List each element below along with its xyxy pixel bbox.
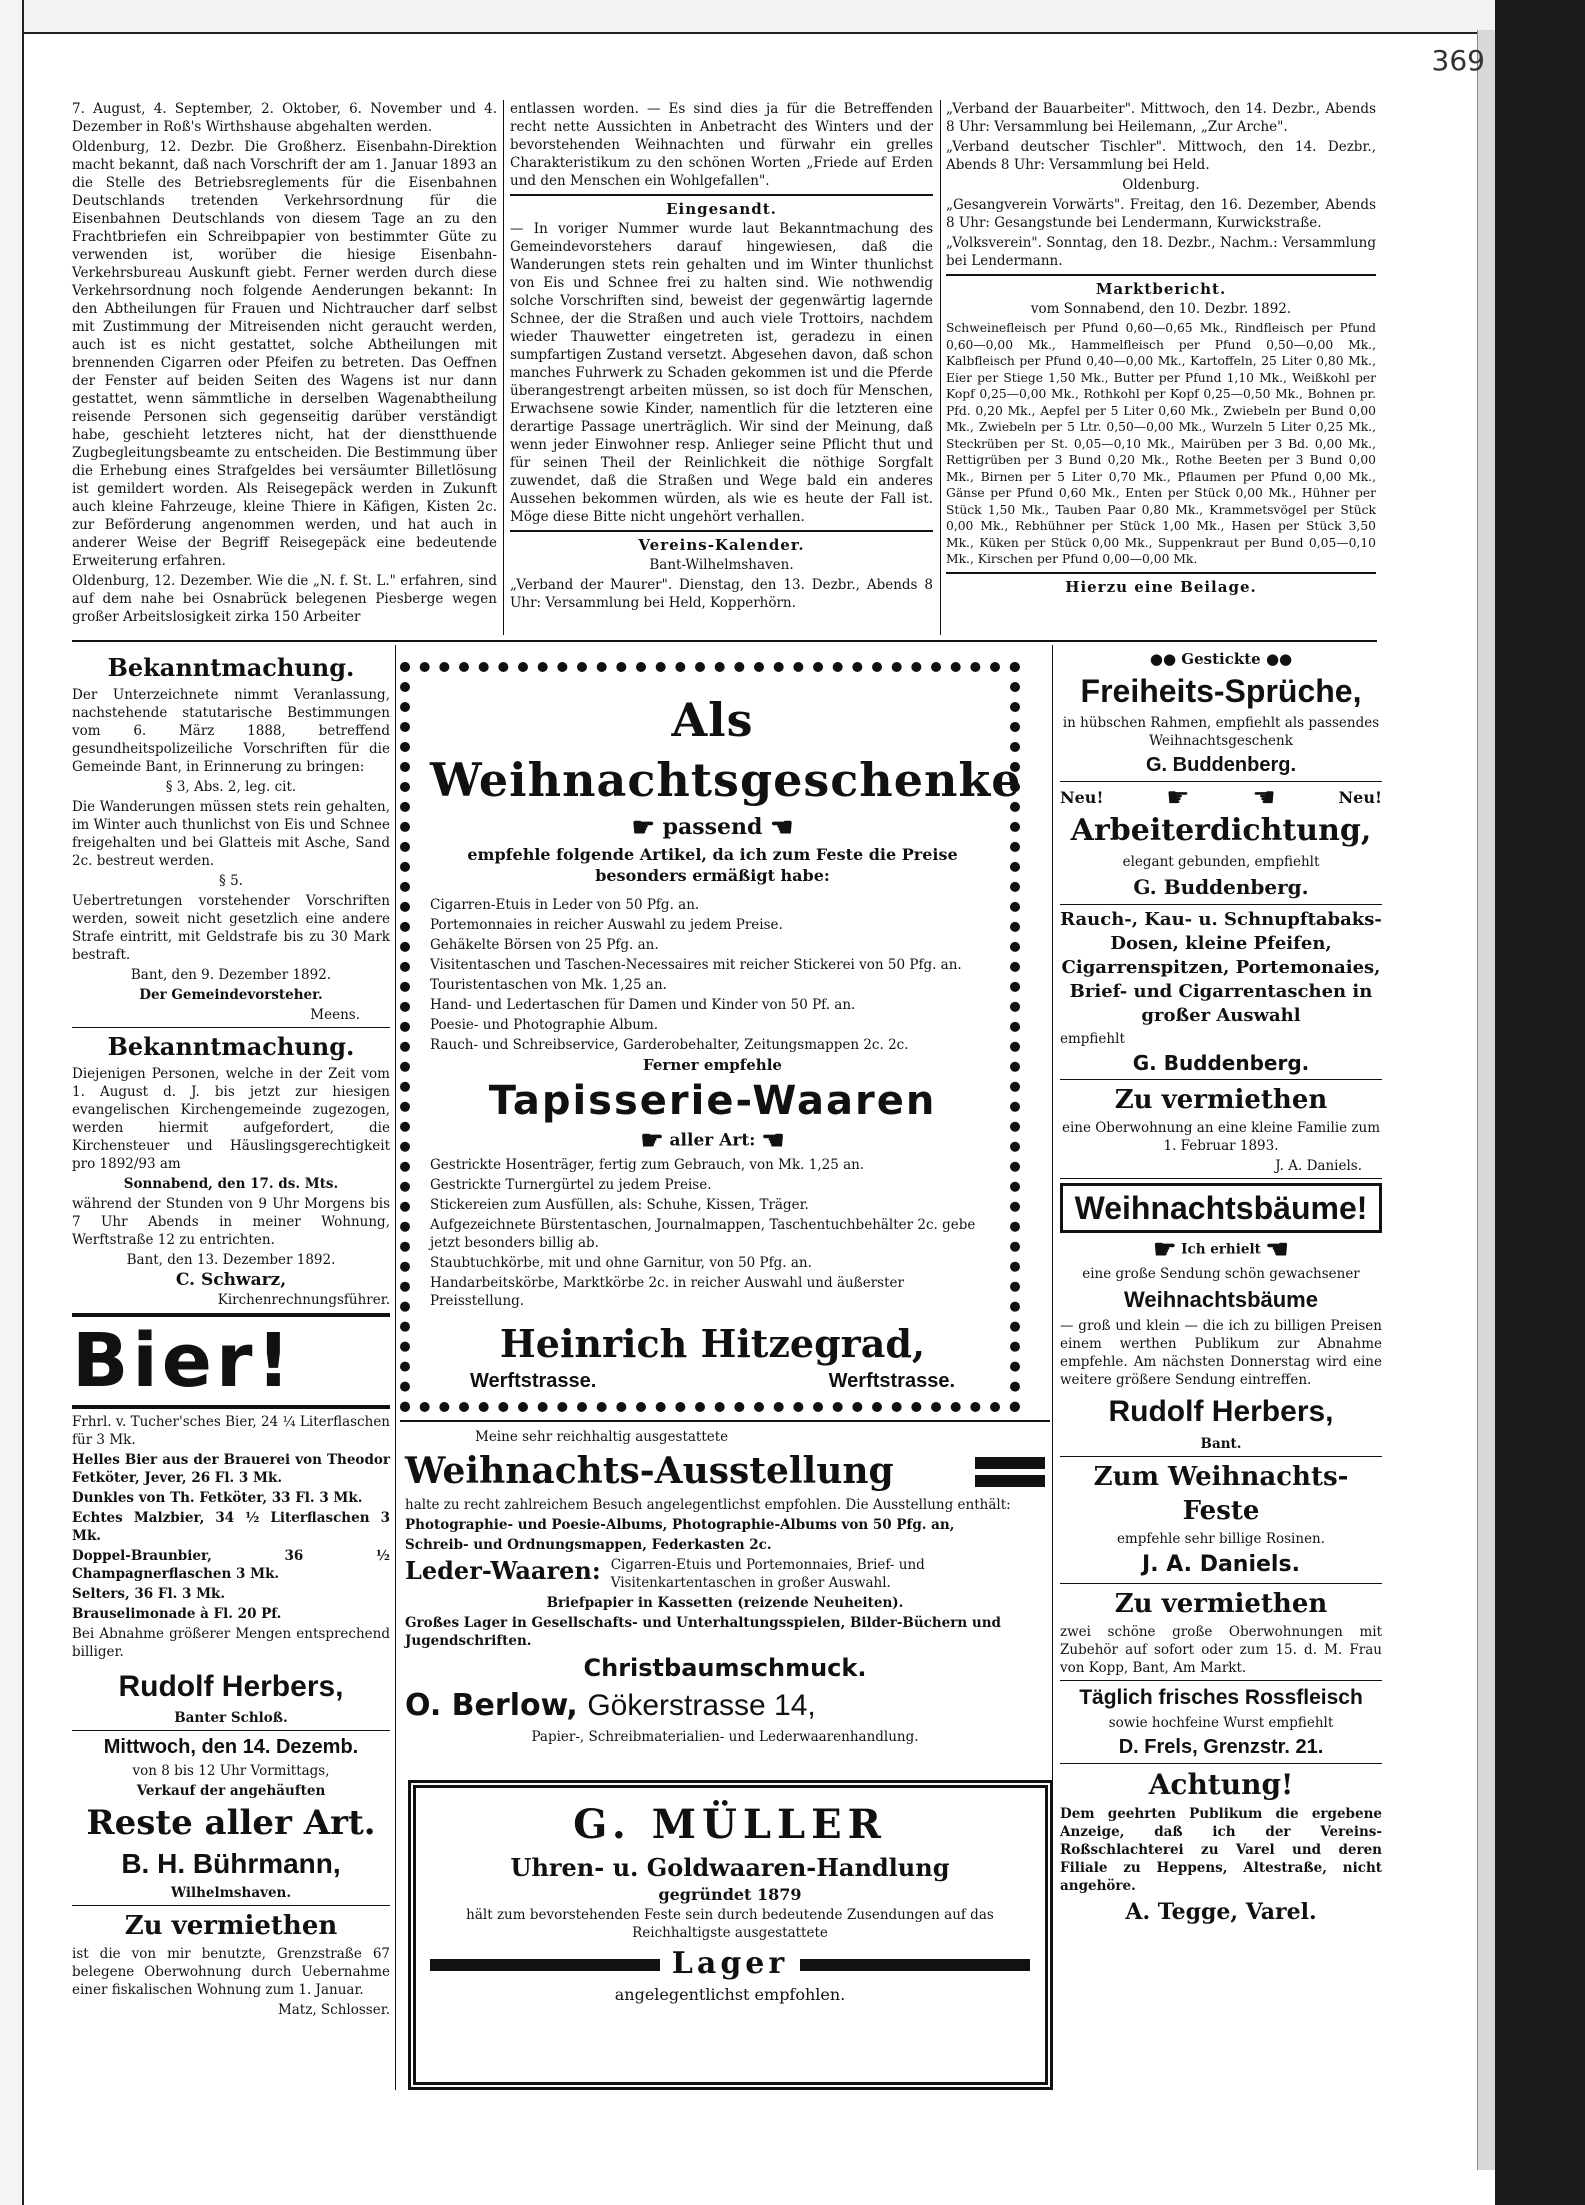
pointing-hand-icon: ☚ <box>761 1126 785 1156</box>
berlow-christ: Christbaumschmuck. <box>583 1654 867 1682</box>
verm-sign: Matz, Schlosser. <box>277 2002 390 2018</box>
scan-right-binding <box>1477 30 1495 2170</box>
bek1-date: Bant, den 9. Dezember 1892. <box>130 967 332 983</box>
verm-title: Zu vermiethen <box>124 1911 338 1941</box>
berlow-bars <box>975 1457 1045 1487</box>
ad-item: Cigarren-Etuis in Leder von 50 Pfg. an. <box>430 897 700 913</box>
acht-text: Dem geehrten Publikum die ergebene Anzeige, daß ich der Vereins-Roßschlachterei zu Varel und deren Filiale zu Heppens, Altestraße, nicht angehöre. <box>1060 1806 1382 1894</box>
weih-erhielt-line <box>1060 1237 1382 1263</box>
bek2-date-bold: Sonnabend, den 17. ds. Mts. <box>123 1176 339 1192</box>
passend-text: passend <box>662 814 763 840</box>
street-right: Werftstrasse. <box>828 1370 955 1392</box>
bek2-role: Kirchenrechnungsführer. <box>217 1292 390 1308</box>
berlow-leder-text: Cigarren-Etuis und Portemonnaies, Brief- und Visitenkartentaschen in großer Auswahl. <box>610 1557 925 1591</box>
berlow-footer: Papier-, Schreibmaterialien- und Lederwaarenhandlung. <box>531 1729 919 1745</box>
weih-big: Weihnachtsbäume <box>1124 1287 1318 1312</box>
eingesandt-title: Eingesandt. <box>666 200 777 218</box>
ad-item: Gestrickte Turnergürtel zu jedem Preise. <box>430 1177 712 1193</box>
ad-item: Rauch- und Schreibservice, Garderobehalter, Zeitungsmappen 2c. 2c. <box>430 1037 909 1053</box>
weih-text1: eine große Sendung schön gewachsener <box>1082 1266 1360 1282</box>
vereins-title: Vereins-Kalender. <box>638 536 805 554</box>
berlow-intro: Meine sehr reichhaltig ausgestattete <box>475 1429 729 1445</box>
ad-separator <box>1060 1178 1382 1179</box>
berlow-lager: Großes Lager in Gesellschafts- und Unterhaltungsspielen, Bilder-Büchern und Jugendschriften. <box>405 1615 1001 1649</box>
ad-item: Visitentaschen und Taschen-Necessaires mit reicher Stickerei von 50 Pfg. an. <box>430 957 962 973</box>
ad-item: Staubtuchkörbe, mit und ohne Garnitur, von 50 Pfg. an. <box>430 1255 812 1271</box>
neu-right: Neu! <box>1338 788 1382 807</box>
ad-separator <box>1060 1079 1382 1080</box>
herbers-place: Banter Schloß. <box>174 1710 288 1726</box>
gestickte-text: Gestickte <box>1181 650 1261 668</box>
gestickte-line <box>1060 650 1382 668</box>
news-para: entlassen worden. — Es sind dies ja für die Betreffenden recht nette Aussichten in Anbetracht des Winters und der bevorstehenden Weihnachten und fürwahr ein grelles Charakteristikum zu den schönen Worten „Friede auf Erden und den Menschen ein Wohlgefallen". <box>510 101 933 189</box>
ad-separator <box>72 1905 390 1906</box>
neu-line <box>1060 785 1382 811</box>
ross-title: Täglich frisches Rossfleisch <box>1079 1686 1363 1709</box>
herbers-name: Rudolf Herbers, <box>118 1670 344 1703</box>
ad-separator <box>72 1313 390 1317</box>
bier-title: Bier! <box>72 1318 295 1404</box>
arbeiter-text: elegant gebunden, empfiehlt <box>1122 854 1320 870</box>
ad-item: Poesie- und Photographie Album. <box>430 1017 659 1033</box>
news-para: „Verband deutscher Tischler". Mittwoch, den 14. Dezbr., Abends 8 Uhr: Versammlung bei Held. <box>946 139 1376 173</box>
vereins-place: Bant-Wilhelmshaven. <box>649 557 794 573</box>
bek2-title: Bekanntmachung. <box>107 1032 355 1061</box>
berlow-text: Schreib- und Ordnungsmappen, Federkasten 2c. <box>405 1537 772 1553</box>
ad-subtitle: empfehle folgende Artikel, da ich zum Feste die Preise besonders ermäßigt habe: <box>467 845 958 885</box>
weih-title: Weihnachtsbäume! <box>1060 1183 1382 1233</box>
news-column-3 <box>946 100 1376 598</box>
empf-text: empfiehlt <box>1060 1031 1125 1047</box>
buddenberg-name: G. Buddenberg. <box>1133 875 1309 899</box>
freiheit-title: Freiheits-Sprüche, <box>1080 673 1362 709</box>
bek1-text: Die Wanderungen müssen stets rein gehalten, im Winter auch thunlichst von Eis und Schnee freigehalten und bei Glatteis mit Asche, Sand 2c. bestreut werden. <box>72 799 390 869</box>
pointing-hand-icon: ☛ <box>640 1126 664 1156</box>
fest-title: Zum Weihnachts-Feste <box>1093 1462 1349 1526</box>
bek2-text: Diejenigen Personen, welche in der Zeit vom 1. August d. J. bis jetzt zur hiesigen evangelischen Kirchengemeinde zugezogen, werden hiermit aufgefordert, die Kirchensteuer und Häuslingsgerechtigkeit pro 1892/93 am <box>72 1066 390 1172</box>
berlow-text: halte zu recht zahlreichem Besuch angelegentlichst empfohlen. Die Ausstellung enthält: <box>405 1497 1011 1513</box>
page-number: 369 <box>1431 44 1485 77</box>
freiheit-text: in hübschen Rahmen, empfiehlt als passendes Weihnachtsgeschenk <box>1062 715 1380 749</box>
beilage-note: Hierzu eine Beilage. <box>1065 577 1257 596</box>
section-separator <box>72 640 1377 642</box>
news-para: „Volksverein". Sonntag, den 18. Dezbr., Nachm.: Versammlung bei Lendermann. <box>946 235 1376 269</box>
berlow-brief: Briefpapier in Kassetten (reizende Neuheiten). <box>546 1595 904 1611</box>
buhrmann-place: Wilhelmshaven. <box>170 1885 292 1901</box>
scan-top-edge <box>0 0 1500 34</box>
ad-separator <box>72 1027 390 1028</box>
ad-item: Handarbeitskörbe, Marktkörbe 2c. in reicher Auswahl und äußerster Preisstellung. <box>430 1275 904 1309</box>
mueller-name: G. MÜLLER <box>573 1801 887 1848</box>
street-left: Werftstrasse. <box>470 1370 597 1392</box>
verm2-title: Zu vermiethen <box>1114 1589 1328 1619</box>
rauch-text: Rauch-, Kau- u. Schnupftabaks-Dosen, kleine Pfeifen, Cigarrenspitzen, Portemonaies, Brief- und Cigarrentaschen in großer Auswahl <box>1060 909 1382 1026</box>
auction-big: Reste aller Art. <box>86 1803 376 1843</box>
bek2-sign: C. Schwarz, <box>175 1270 287 1290</box>
mueller-footer: angelegentlichst empfohlen. <box>614 1985 846 2004</box>
berlow-line <box>405 1686 1045 1726</box>
pointing-hand-icon: ☛ <box>1153 1235 1177 1265</box>
pointing-hand-icon: ☚ <box>770 813 794 843</box>
buddenberg-name: G. Buddenberg. <box>1146 754 1296 776</box>
aller-art-text: aller Art: <box>669 1130 756 1151</box>
ad-streets <box>430 1372 995 1390</box>
verm2-text: zwei schöne große Oberwohnungen mit Zubehör auf sofort oder zum 15. d. M. Frau von Kopp, Bant, Am Markt. <box>1060 1624 1382 1676</box>
bek1-title: Bekanntmachung. <box>107 653 355 682</box>
mueller-line2: gegründet 1879 <box>658 1885 802 1904</box>
berlow-name: O. Berlow, <box>405 1688 578 1723</box>
ad-separator <box>1060 781 1382 782</box>
pointing-hand-icon: ☛ <box>631 813 655 843</box>
markt-title: Marktbericht. <box>1095 280 1227 298</box>
ad-item: Portemonnaies in reicher Auswahl zu jedem Preise. <box>430 917 783 933</box>
pointing-hand-icon: ☚ <box>1252 783 1276 813</box>
neu-left: Neu! <box>1060 788 1104 807</box>
ross-text: sowie hochfeine Wurst empfiehlt <box>1108 1715 1334 1731</box>
berlow-ad <box>405 1428 1045 1748</box>
bier-line: Helles Bier aus der Brauerei von Theodor Fetköter, Jever, 26 Fl. 3 Mk. <box>72 1452 390 1486</box>
section-rule <box>510 530 933 532</box>
column-divider <box>1052 645 1053 2090</box>
ad-tapisserie: Tapisserie-Waaren <box>488 1078 937 1124</box>
auction-date: Mittwoch, den 14. Dezemb. <box>103 1736 359 1758</box>
right-ads-column <box>1060 650 1382 1929</box>
bier-line: Brauselimonade à Fl. 20 Pf. <box>72 1606 282 1622</box>
mueller-text: hält zum bevorstehenden Feste sein durch bedeutende Zusendungen auf das Reichhaltigste ausgestattete <box>466 1907 994 1941</box>
bek1-text: Uebertretungen vorstehender Vorschriften werden, soweit nicht gesetzlich eine andere Strafe eintritt, mit Geldstrafe bis zu 30 Mark bestraft. <box>72 893 390 963</box>
bier-line: Echtes Malzbier, 34 ½ Literflaschen 3 Mk. <box>72 1510 390 1544</box>
ad-aller-art <box>430 1128 995 1154</box>
pointing-hand-icon: ☚ <box>1265 1235 1289 1265</box>
ad-separator <box>72 1405 390 1409</box>
scan-right-edge <box>1495 0 1585 2205</box>
ad-item: Stickereien zum Ausfüllen, als: Schuhe, Kissen, Träger. <box>430 1197 809 1213</box>
bek1-name: Meens. <box>310 1007 360 1023</box>
auction-time: von 8 bis 12 Uhr Vormittags, <box>132 1763 330 1779</box>
berlow-leder: Leder-Waaren: <box>405 1556 601 1585</box>
frels-name: D. Frels, Grenzstr. 21. <box>1118 1736 1324 1758</box>
buhrmann-name: B. H. Bührmann, <box>121 1848 341 1879</box>
news-para: — In voriger Nummer wurde laut Bekanntmachung des Gemeindevorstehers darauf hingewiesen, daß die Wanderungen stets rein gehalten und im Winter thunlichst von Eis und Schnee frei zu halten sind. Wie nothwendig solche Vorschriften sind, beweist der gegenwärtig lagernde Schnee, der die Straßen und auch viele Trottoirs, nachdem wieder Thauwetter eingetreten ist, geradezu in einen sumpfartigen Zustand versetzt. Abgesehen davon, daß schon manches Fuhrwerk zu Schaden gekommen ist und die Pferde überangestrengt arbeiten müssen, so ist doch für Menschen, Erwachsene sowie Kinder, namentlich für die letzteren eine derartige Passage unerträglich. Wir sind der Meinung, daß wenn jeder Einwohner resp. Anlieger seine Pflicht thut und für seinen Theil der Reinlichkeit die nöthige Sorgfalt zuwendet, daß die Straßen und Wege bald ein anderes Aussehen bekommen würden, als wie es heute der Fall ist. Möge diese Bitte nicht ungehört verhallen. <box>510 221 933 525</box>
ad-item: Hand- und Ledertaschen für Damen und Kinder von 50 Pf. an. <box>430 997 856 1013</box>
acht-title: Achtung! <box>1148 1768 1294 1801</box>
ad-separator <box>1060 1763 1382 1764</box>
section-separator <box>400 1420 1050 1422</box>
weih-erhielt: Ich erhielt <box>1181 1241 1261 1258</box>
bek2-text: während der Stunden von 9 Uhr Morgens bis 7 Uhr Abends in meiner Wohnung, Werftstraße 12 zu entrichten. <box>72 1196 390 1248</box>
mueller-ad <box>430 1800 1030 2006</box>
ad-item: Gestrickte Hosenträger, fertig zum Gebrauch, von Mk. 1,25 an. <box>430 1157 865 1173</box>
berlow-title: Weihnachts-Ausstellung <box>405 1450 894 1492</box>
news-para: „Gesangverein Vorwärts". Freitag, den 16. Dezember, Abends 8 Uhr: Gesangstunde bei Lendermann, Kurwickstraße. <box>946 197 1376 231</box>
ad-item: Touristentaschen von Mk. 1,25 an. <box>430 977 667 993</box>
dots-icon: ●● <box>1265 650 1293 668</box>
mueller-lager: Lager <box>671 1946 789 1981</box>
berlow-text: Photographie- und Poesie-Albums, Photographie-Albums von 50 Pfg. an, <box>405 1517 955 1533</box>
ad-separator <box>72 1730 390 1731</box>
weihnachtsgeschenke-ad <box>430 690 1022 1392</box>
markt-text: Schweinefleisch per Pfund 0,60—0,65 Mk., Rindfleisch per Pfund 0,60—0,00 Mk., Hammelfleisch per Pfund 0,50—0,00 Mk., Kalbfleisch per Pfund 0,40—0,00 Mk., Kartoffeln, 25 Liter 0,80 Mk., Eier per Stiege 1,50 Mk., Butter per Pfund 1,10 Mk., Weißkohl per Kopf 0,25—0,00 Mk., Rothkohl per Kopf 0,25—0,50 Mk., Bohnen pr. Pfd. 0,20 Mk., Aepfel per 5 Liter 0,60 Mk., Zwiebeln per Bund 0,00 Mk., Zwiebeln per 5 Ltr. 0,50—0,00 Mk., Wurzeln 5 Liter 0,25 Mk., Steckrüben per St. 0,05—0,10 Mk., Mairüben per 3 Bd. 0,00 Mk., Rettigrüben per 3 Bund 0,20 Mk., Rothe Beeten per 3 Bund 0,00 Mk., Birnen per 5 Liter 0,70 Mk., Pflaumen per Pfund 0,00 Mk., Gänse per Pfund 0,60 Mk., Enten per Stück 0,00 Mk., Hühner per Stück 1,50 Mk., Tauben Paar 0,80 Mk., Krammetsvögel per Stück 0,00 Mk., Rebhühner per Stück 1,00 Mk., Hasen per Stück 3,50 Mk., Küken per Stück 0,00 Mk., Suppenkraut per Bund 0,05—0,10 Mk., Kirschen per Pfund 0,00—0,00 Mk. <box>946 321 1376 566</box>
acht-sign: A. Tegge, Varel. <box>1125 1899 1317 1925</box>
left-ads-column <box>72 652 390 2021</box>
news-para: „Verband der Bauarbeiter". Mittwoch, den 14. Dezbr., Abends 8 Uhr: Versammlung bei Heilemann, „Zur Arche". <box>946 101 1376 135</box>
section-rule <box>946 274 1376 276</box>
ad-separator <box>1060 904 1382 905</box>
fest-text: empfehle sehr billige Rosinen. <box>1116 1531 1326 1547</box>
ad-ferner: Ferner empfehle <box>643 1056 782 1074</box>
bek1-text: Der Unterzeichnete nimmt Veranlassung, nachstehende statutarische Bestimmungen vom 6. März 1888, betreffend gesundheitspolizeiliche Vorschriften für die Gemeinde Bant, in Erinnerung zu bringen: <box>72 687 390 775</box>
bek1-sign: Der Gemeindevorsteher. <box>139 987 323 1003</box>
bier-line: Dunkles von Th. Fetköter, 33 Fl. 3 Mk. <box>72 1490 363 1506</box>
scan-left-edge <box>0 0 24 2205</box>
markt-date: vom Sonnabend, den 10. Dezbr. 1892. <box>1030 301 1292 317</box>
pointing-hand-icon: ☛ <box>1166 783 1190 813</box>
verm1-title: Zu vermiethen <box>1114 1085 1328 1115</box>
vereins-place: Oldenburg. <box>1122 177 1200 193</box>
arbeiter-title: Arbeiterdichtung, <box>1070 813 1372 848</box>
column-divider <box>503 100 504 635</box>
ad-separator <box>1060 1583 1382 1584</box>
verm1-text: eine Oberwohnung an eine kleine Familie zum 1. Februar 1893. <box>1061 1120 1381 1154</box>
auction-text: Verkauf der angehäuften <box>136 1783 326 1799</box>
herbers-name: Rudolf Herbers, <box>1108 1395 1334 1428</box>
ad-item: Gehäkelte Börsen von 25 Pfg. an. <box>430 937 659 953</box>
news-column-1 <box>72 100 497 628</box>
ad-separator <box>1060 1680 1382 1681</box>
news-para: 7. August, 4. September, 2. Oktober, 6. November und 4. Dezember in Roß's Wirthshause abgehalten werden. <box>72 101 497 135</box>
weih-text2: — groß und klein — die ich zu billigen Preisen einem werthen Publikum zur Abnahme empfehle. Am nächsten Donnerstag wird eine weitere größere Sendung eintreffen. <box>1060 1318 1382 1388</box>
ad-separator <box>1060 1456 1382 1457</box>
mueller-line1: Uhren- u. Goldwaaren-Handlung <box>510 1853 950 1882</box>
verm1-sign: J. A. Daniels. <box>1275 1158 1362 1174</box>
bek1-paragraph: § 5. <box>219 873 243 889</box>
bier-line: Bei Abnahme größerer Mengen entsprechend billiger. <box>72 1626 390 1660</box>
section-rule <box>510 194 933 196</box>
berlow-address: Gökerstrasse 14, <box>587 1689 816 1722</box>
verm-text: ist die von mir benutzte, Grenzstraße 67 belegene Oberwohnung durch Uebernahme einer fiskalischen Wohnung zum 1. Januar. <box>72 1946 390 1998</box>
bier-line: Frhrl. v. Tucher'sches Bier, 24 ¼ Literflaschen für 3 Mk. <box>72 1414 390 1448</box>
herbers-place: Bant. <box>1200 1436 1242 1452</box>
ad-name: Heinrich Hitzegrad, <box>499 1321 926 1366</box>
ad-item: Aufgezeichnete Bürstentaschen, Journalmappen, Taschentuchbehälter 2c. gebe jetzt besonders billig ab. <box>430 1217 976 1251</box>
news-para: Oldenburg, 12. Dezember. Wie die „N. f. St. L." erfahren, sind auf dem nahe bei Osnabrück belegenen Piesberge wegen großer Arbeitslosigkeit zirka 150 Arbeiter <box>72 573 497 625</box>
buddenberg-name: G. Buddenberg. <box>1132 1051 1310 1075</box>
bek1-paragraph: § 3, Abs. 2, leg. cit. <box>165 779 297 795</box>
news-para: „Verband der Maurer". Dienstag, den 13. Dezbr., Abends 8 Uhr: Versammlung bei Held, Kopperhörn. <box>510 577 933 611</box>
ad-passend <box>430 812 995 842</box>
bier-line: Doppel-Braunbier, 36 ½ Champagnerflaschen 3 Mk. <box>72 1548 390 1582</box>
news-column-2 <box>510 100 933 614</box>
fest-sign: J. A. Daniels. <box>1142 1552 1300 1577</box>
dots-icon: ●● <box>1149 650 1177 668</box>
ad-title: Als Weihnachtsgeschenke <box>430 693 1022 807</box>
bek2-date: Bant, den 13. Dezember 1892. <box>126 1252 336 1268</box>
section-rule <box>946 572 1376 574</box>
column-divider <box>395 645 396 2090</box>
bier-line: Selters, 36 Fl. 3 Mk. <box>72 1586 226 1602</box>
news-para: Oldenburg, 12. Dezbr. Die Großherz. Eisenbahn-Direktion macht bekannt, daß nach Vorschrift der am 1. Januar 1893 an die Stelle des Betriebsreglements für die Eisenbahnen Deutschlands tretenden Verkehrsordnung für die Eisenbahnen Deutschlands von diesem Tage an zu den Frachtbriefen ein Schreibpapier von bestimmter Güte zu verwenden ist, worüber die hiesige Eisenbahn-Verkehrsbureau Auskunft giebt. Ferner werden durch diese Verkehrsordnung noch folgende Aenderungen bekannt: In den Abtheilungen für Frauen und Nichtraucher darf selbst mit Zustimmung der Mitreisenden nicht geraucht werden, auch ist es nicht gestattet, solche Abtheilungen mit brennenden Cigarren oder Pfeifen zu betreten. Das Oeffnen der Fenster auf beiden Seiten des Wagens ist nur dann gestattet, wenn sämmtliche in derselben Wagenabtheilung reisende Personen sich gegenseitig darüber verständigt habe, geschieht letzteres nicht, hat der dienstthuende Zugbegleitungsbeamte zu entscheiden. Die Bestimmung über die Erhebung eines Strafgeldes bei versäumter Billetlösung ist gemildert worden. Als Reisegepäck werden in Zukunft auch kleine Fahrzeuge, kleine Thiere in Käfigen, Kisten 2c. zur Beförderung angenommen werden, und hat auch in anderer Weise der Begriff Reisegepäck eine bedeutende Erweiterung erfahren. <box>72 139 497 569</box>
column-divider <box>940 100 941 635</box>
